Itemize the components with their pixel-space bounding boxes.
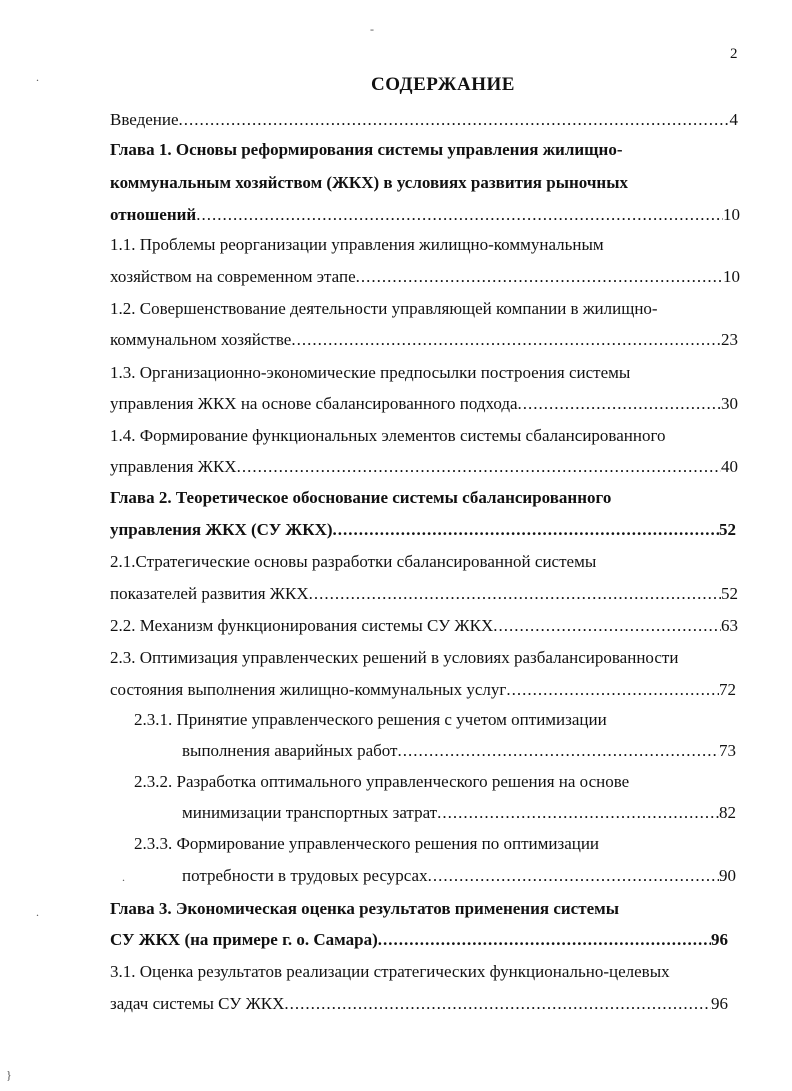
toc-page-number: 52 [721,584,738,603]
toc-page-number: 90 [719,866,736,885]
toc-leader-dots [284,992,711,1016]
toc-entry-text: показателей развития ЖКХ [110,584,309,603]
toc-section-1-4-line-1[interactable]: 1.4. Формирование функциональных элементов системы сбалансированного [110,426,666,445]
toc-chapter-2-line-1[interactable]: Глава 2. Теоретическое обоснование системы сбалансированного [110,488,612,507]
toc-entry-text: коммунальном хозяйстве [110,330,292,349]
toc-entry-text: управления ЖКХ (СУ ЖКХ) [110,520,333,539]
toc-chapter-3-line-2[interactable] [110,928,728,952]
toc-entry-text: хозяйством на современном этапе [110,267,356,286]
scan-mark: - [370,22,374,36]
toc-page-number: 40 [721,457,738,476]
toc-page-number: 96 [711,930,728,949]
toc-section-2-2[interactable] [110,614,738,638]
toc-page-number: 96 [711,994,728,1013]
toc-subsection-2-3-3-line-1[interactable]: 2.3.3. Формирование управленческого решения по оптимизации [134,834,600,853]
toc-leader-dots [437,801,719,825]
scan-mark: . [36,70,39,84]
toc-page-number: 52 [719,520,736,539]
toc-section-1-2-line-2[interactable] [110,328,738,352]
toc-section-1-2-line-1[interactable]: 1.2. Совершенствование деятельности управляющей компании в жилищно- [110,299,658,318]
toc-entry-text: состояния выполнения жилищно-коммунальных услуг [110,680,507,699]
toc-section-2-1-line-1[interactable]: 2.1.Стратегические основы разработки сбалансированной системы [110,552,597,571]
toc-page-number: 10 [723,205,740,224]
toc-leader-dots [518,392,721,416]
toc-leader-dots [333,518,719,542]
toc-entry-text: потребности в трудовых ресурсах [182,866,428,885]
toc-entry-text: управления ЖКХ на основе сбалансированного подхода [110,394,518,413]
toc-page-number: 63 [721,616,738,635]
toc-section-2-3-line-1[interactable]: 2.3. Оптимизация управленческих решений в условиях разбалансированности [110,648,679,667]
toc-entry-intro[interactable] [110,108,738,132]
toc-entry-text: Введение [110,110,179,129]
toc-subsection-2-3-1-line-2[interactable] [182,739,736,763]
toc-page-number: 72 [719,680,736,699]
toc-chapter-3-line-1[interactable]: Глава 3. Экономическая оценка результатов применения системы [110,899,619,918]
toc-entry-text: СУ ЖКХ (на примере г. о. Самара) [110,930,378,949]
toc-leader-dots [237,455,721,479]
toc-subsection-2-3-1-line-1[interactable]: 2.3.1. Принятие управленческого решения с учетом оптимизации [134,710,607,729]
toc-entry-text: минимизации транспортных затрат [182,803,438,822]
toc-leader-dots [378,928,711,952]
toc-section-1-3-line-2[interactable] [110,392,738,416]
toc-subsection-2-3-2-line-2[interactable] [182,801,736,825]
toc-section-1-1-line-1[interactable]: 1.1. Проблемы реорганизации управления жилищно-коммунальным [110,235,604,254]
scan-mark: . [122,870,125,884]
toc-page-number: 30 [721,394,738,413]
toc-entry-text: отношений [110,205,197,224]
page-title: СОДЕРЖАНИЕ [371,74,515,95]
toc-chapter-1-line-3[interactable] [110,203,740,227]
toc-leader-dots [309,582,721,606]
toc-section-1-3-line-1[interactable]: 1.3. Организационно-экономические предпосылки построения системы [110,363,631,382]
toc-entry-text: выполнения аварийных работ [182,741,398,760]
toc-page-number: 82 [719,803,736,822]
toc-leader-dots [397,739,719,763]
toc-subsection-2-3-3-line-2[interactable] [182,864,736,888]
toc-section-2-1-line-2[interactable] [110,582,738,606]
toc-leader-dots [196,203,723,227]
toc-page-number: 23 [721,330,738,349]
toc-entry-text: задач системы СУ ЖКХ [110,994,285,1013]
toc-page-number: 73 [719,741,736,760]
toc-chapter-1-line-2[interactable]: коммунальным хозяйством (ЖКХ) в условиях развития рыночных [110,173,628,192]
scan-mark: } [6,1068,12,1082]
toc-subsection-2-3-2-line-1[interactable]: 2.3.2. Разработка оптимального управленческого решения на основе [134,772,630,791]
toc-leader-dots [356,265,723,289]
toc-leader-dots [506,678,719,702]
toc-page-number: 4 [729,110,738,129]
toc-page-number: 10 [723,267,740,286]
toc-section-1-1-line-2[interactable] [110,265,740,289]
toc-entry-text: управления ЖКХ [110,457,237,476]
toc-section-1-4-line-2[interactable] [110,455,738,479]
toc-section-2-3-line-2[interactable] [110,678,736,702]
toc-entry-text: 2.2. Механизм функционирования системы СУ ЖКХ [110,616,494,635]
toc-chapter-2-line-2[interactable] [110,518,736,542]
toc-leader-dots [428,864,719,888]
toc-leader-dots [493,614,721,638]
toc-leader-dots [291,328,721,352]
toc-section-3-1-line-1[interactable]: 3.1. Оценка результатов реализации стратегических функционально-целевых [110,962,670,981]
toc-section-3-1-line-2[interactable] [110,992,728,1016]
scan-mark: . [36,905,39,919]
page-number: 2 [730,46,738,62]
toc-leader-dots [179,108,730,132]
toc-chapter-1-line-1[interactable]: Глава 1. Основы реформирования системы управления жилищно- [110,140,623,159]
